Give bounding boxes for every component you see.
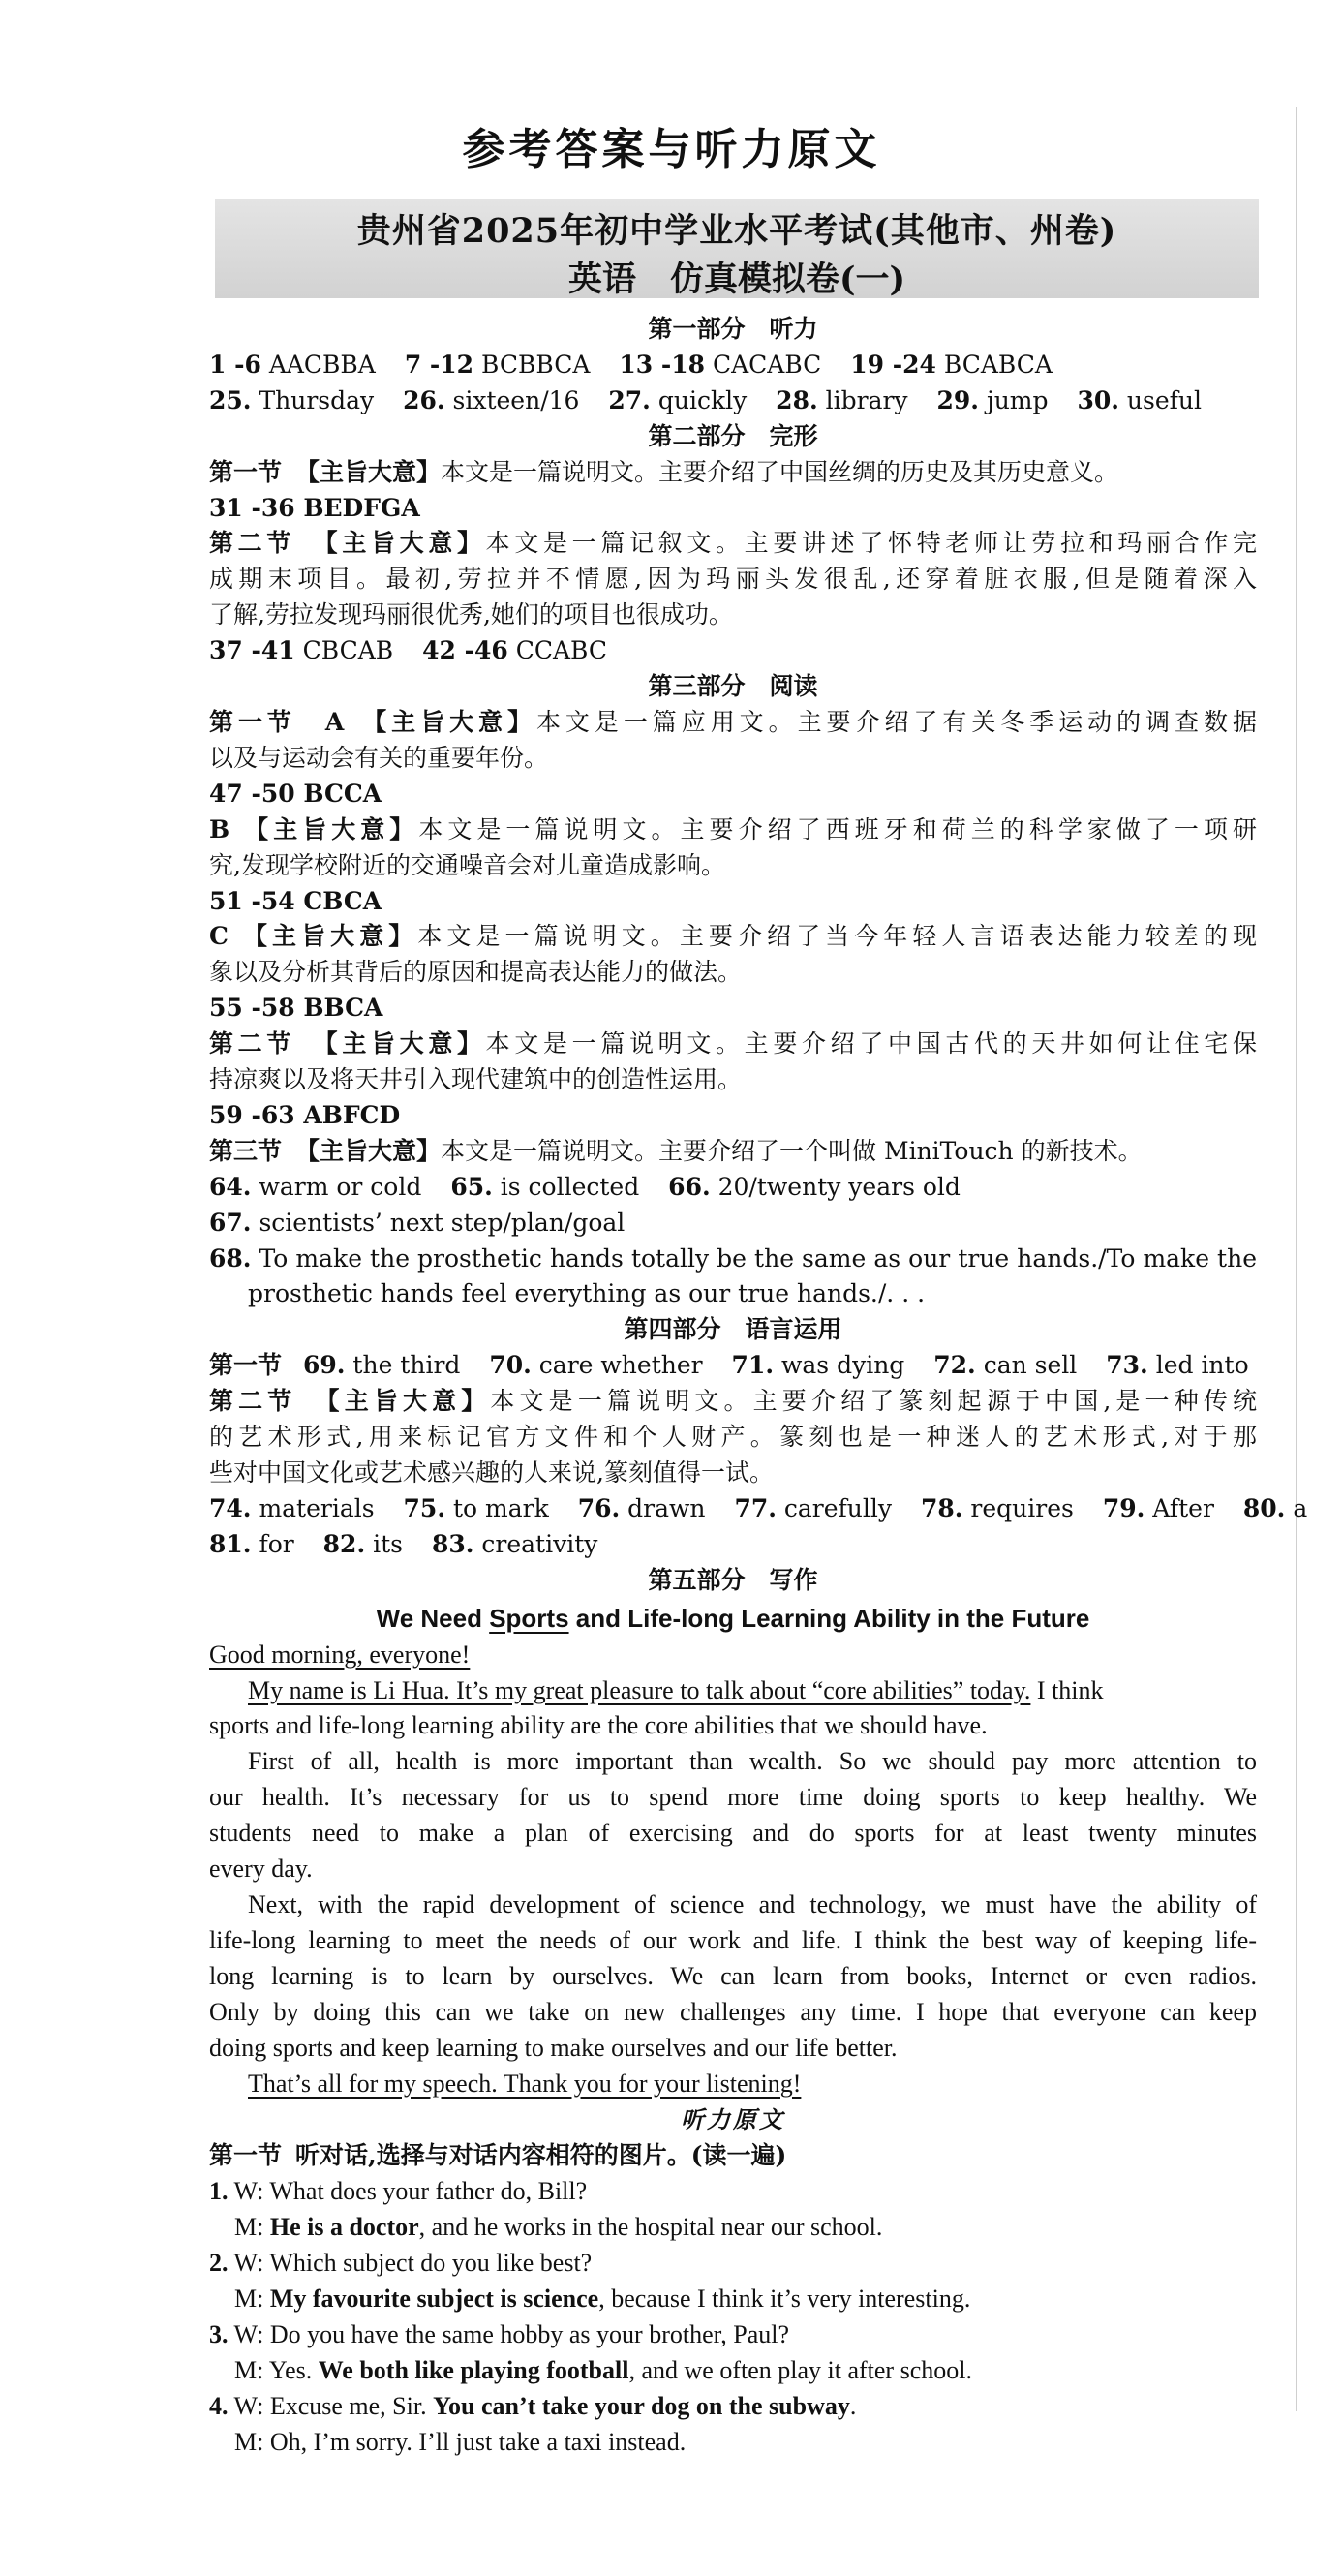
answer-number: 64. <box>209 1172 252 1201</box>
answer-67 <box>209 1206 1257 1242</box>
answer-number: 66. <box>668 1172 711 1201</box>
answer-value: the third <box>345 1351 461 1380</box>
dialogue-line: , because I think it’s very interesting. <box>598 2285 971 2314</box>
answer-value: CACABC <box>705 350 822 379</box>
section-label: 第三节 <box>209 1136 283 1165</box>
dialogue-line: W: Excuse me, Sir. <box>233 2391 434 2420</box>
answer-number: 74. <box>209 1493 252 1522</box>
part3-c-answers: 55 -58 BBCA <box>209 994 383 1023</box>
answer-range: 13 -18 <box>619 350 706 379</box>
section-label: 第二节 <box>209 529 295 558</box>
part3-a-summary-line1 <box>209 705 1257 741</box>
essay-p3-line4: Only by doing this can we take on new challenges any time. I hope that everyone can keep <box>209 1997 1257 2026</box>
summary-tag: 【主旨大意】 <box>357 707 536 736</box>
section-label: C <box>209 922 229 951</box>
summary-text: 本文是一篇说明文。主要介绍了篆刻起源于中国,是一种传统 <box>490 1387 1257 1416</box>
essay-title-part: We Need <box>376 1603 490 1633</box>
essay-p2-line2: our health. It’s necessary for us to spend more time doing sports to keep healthy. We <box>209 1783 1257 1812</box>
dialogue-2-m <box>209 2282 1257 2317</box>
answer-value: quickly <box>650 385 748 414</box>
answer-number: 25. <box>209 385 252 414</box>
section-label: 第二节 <box>209 1029 295 1058</box>
essay-p2-line4: every day. <box>209 1855 313 1884</box>
summary-tag: 【主旨大意】 <box>309 1029 486 1058</box>
answer-number: 79. <box>1102 1493 1145 1522</box>
part4-section2-summary-line3: 些对中国文化或艺术感兴趣的人来说,篆刻值得一试。 <box>209 1458 774 1487</box>
part2-section1-answers: 31 -36 BEDFGA <box>209 493 420 522</box>
answer-value: To make the prosthetic hands totally be the same as our true hands./To make the <box>259 1243 1258 1273</box>
answer-number: 73. <box>1106 1351 1148 1380</box>
answer-value: carefully <box>776 1493 893 1522</box>
answer-number: 71. <box>731 1351 775 1380</box>
summary-text: 本文是一篇说明文。主要介绍了西班牙和荷兰的科学家做了一项研 <box>418 814 1257 843</box>
dialogue-1-w <box>209 2174 1257 2210</box>
part3-c-summary-line2: 象以及分析其背后的原因和提高表达能力的做法。 <box>209 958 743 987</box>
speaker-label: M: <box>234 2285 270 2314</box>
answer-value: care whether <box>531 1351 703 1380</box>
dialogue-number: 2. <box>209 2249 229 2278</box>
answer-range: 19 -24 <box>850 350 936 379</box>
answer-value: CCABC <box>507 636 607 665</box>
summary-tag: 【主旨大意】 <box>309 529 486 558</box>
part2-section2-summary-line2: 成期末项目。最初,劳拉并不情愿,因为玛丽头发很乱,还穿着脏衣服,但是随着深入 <box>209 565 1257 594</box>
summary-tag: 【主旨大意】 <box>239 814 419 843</box>
part3-a-summary-line2: 以及与运动会有关的重要年份。 <box>209 743 549 772</box>
dialogue-number: 4. <box>209 2391 229 2420</box>
essay-p2-line1: First of all, health is more important than wealth. So we should pay more attention to <box>248 1747 1257 1776</box>
essay-p3-line3: long learning is to learn by ourselves. We can learn from books, Internet or even radios. <box>209 1961 1257 1990</box>
part4-section1-answers <box>209 1348 1257 1384</box>
dialogue-line: . <box>849 2391 857 2420</box>
essay-p3-line1: Next, with the rapid development of science and technology, we must have the ability of <box>248 1889 1257 1918</box>
key-phrase: You can’t take your dog on the subway <box>433 2391 850 2420</box>
essay-p2-line3: students need to make a plan of exercising and do sports for at least twenty minutes <box>209 1819 1257 1848</box>
speaker-label: M: <box>234 2213 270 2242</box>
answer-number: 30. <box>1077 385 1119 414</box>
dialogue-number: 3. <box>209 2319 229 2348</box>
answer-value: Thursday <box>251 385 375 414</box>
answer-number: 77. <box>734 1493 777 1522</box>
answer-number: 26. <box>403 385 445 414</box>
answer-68-line1 <box>209 1242 1257 1277</box>
answer-number: 65. <box>450 1172 493 1201</box>
dialogue-line: W: Do you have the same hobby as your brother, Paul? <box>233 2319 789 2348</box>
dialogue-3-w <box>209 2317 1257 2353</box>
answer-number: 72. <box>933 1351 976 1380</box>
answer-value: BCABCA <box>935 350 1053 379</box>
answer-value: CBCAB <box>294 636 394 665</box>
instruction-text: 听对话,选择与对话内容相符的图片。(读一遍) <box>295 2141 787 2170</box>
essay-greeting <box>209 1638 1257 1673</box>
speaker-label: M: <box>234 2355 269 2384</box>
exam-title: 贵州省2025年初中学业水平考试(其他市、州卷) <box>356 211 1117 251</box>
answer-value: is collected <box>492 1172 640 1201</box>
essay-text: I think <box>1030 1675 1104 1704</box>
part3-section2-summary-line1 <box>209 1027 1257 1062</box>
answer-value: 20/twenty years old <box>710 1172 961 1201</box>
section-label: 第一节 <box>209 457 283 486</box>
essay-p3-line2: life-long learning to meet the needs of our work and life. I think the best way of keeping life- <box>209 1925 1257 1954</box>
answer-number: 67. <box>209 1208 252 1237</box>
section-label: 第一节 <box>209 1351 283 1380</box>
summary-text: 本文是一篇说明文。主要介绍了一个叫做 MiniTouch 的新技术。 <box>441 1136 1143 1165</box>
listening-heading: 听力原文 <box>681 2105 785 2134</box>
answer-number: 69. <box>302 1351 346 1380</box>
part3-section3-summary <box>209 1134 1257 1170</box>
listening-section1-instruction <box>209 2138 1257 2174</box>
closing-text: That’s all for my speech. Thank you for your listening! <box>248 2069 802 2098</box>
summary-text: 本文是一篇说明文。主要介绍了中国丝绸的历史及其历史意义。 <box>441 457 1119 486</box>
answer-value: drawn <box>620 1493 706 1522</box>
part3-b-summary-line2: 究,发现学校附近的交通噪音会对儿童造成影响。 <box>209 850 725 879</box>
answer-content <box>209 312 1308 2461</box>
part3-b-answers: 51 -54 CBCA <box>209 886 382 915</box>
part1-answers-row1 <box>209 348 1257 383</box>
part2-heading: 第二部分 完形 <box>648 421 818 450</box>
page-title: 参考答案与听力原文 <box>462 125 881 174</box>
answer-value: a <box>1285 1493 1308 1522</box>
essay-title-underlined: Sports <box>489 1603 569 1633</box>
answer-range: 37 -41 <box>209 636 295 665</box>
greeting-text: Good morning, everyone! <box>209 1640 471 1669</box>
right-margin-rule <box>1296 107 1297 2411</box>
answer-value: to mark <box>445 1493 549 1522</box>
dialogue-line: W: What does your father do, Bill? <box>233 2177 588 2206</box>
key-phrase: My favourite subject is science <box>269 2285 599 2314</box>
part4-answers-row2 <box>209 1527 1257 1563</box>
answer-value: was dying <box>774 1351 905 1380</box>
exam-subtitle: 英语 仿真模拟卷(一) <box>567 260 906 299</box>
summary-tag: 【主旨大意】 <box>310 1387 491 1416</box>
answer-number: 76. <box>577 1493 621 1522</box>
answer-number: 81. <box>209 1529 252 1558</box>
summary-text: 本文是一篇应用文。主要介绍了有关冬季运动的调查数据 <box>535 707 1257 736</box>
answer-value: requires <box>962 1493 1074 1522</box>
summary-tag: 【主旨大意】 <box>237 922 418 951</box>
dialogue-line: W: Which subject do you like best? <box>233 2249 593 2278</box>
summary-text: 本文是一篇记叙文。主要讲述了怀特老师让劳拉和玛丽合作完 <box>485 529 1257 558</box>
dialogue-line: , and he works in the hospital near our school. <box>418 2213 883 2242</box>
dialogue-4-w <box>209 2389 1257 2425</box>
dialogue-line: Yes. <box>268 2355 319 2384</box>
answer-range: 1 -6 <box>209 350 261 379</box>
part3-heading: 第三部分 阅读 <box>648 672 818 701</box>
answer-value: AACBBA <box>260 350 376 379</box>
part3-section2-summary-line2: 持凉爽以及将天井引入现代建筑中的创造性运用。 <box>209 1065 743 1094</box>
answer-value: its <box>365 1529 403 1558</box>
answer-range: 7 -12 <box>404 350 474 379</box>
summary-tag: 【主旨大意】 <box>295 1136 442 1165</box>
answer-number: 78. <box>920 1493 963 1522</box>
section-label: 第二节 <box>209 1387 297 1416</box>
answer-value: can sell <box>975 1351 1078 1380</box>
dialogue-2-w <box>209 2246 1257 2282</box>
dialogue-line: , and we often play it after school. <box>628 2355 972 2384</box>
answer-value: library <box>817 385 908 414</box>
answer-value: led into <box>1147 1351 1249 1380</box>
essay-title <box>209 1599 1257 1638</box>
answer-number: 29. <box>936 385 979 414</box>
answer-number: 70. <box>489 1351 532 1380</box>
dialogue-1-m <box>209 2210 1257 2246</box>
essay-title-part: and Life-long Learning Ability in the Future <box>568 1603 1090 1633</box>
section-label: 第一节 A <box>209 707 345 736</box>
answer-value: jump <box>979 385 1049 414</box>
part4-section2-summary-line2: 的艺术形式,用来标记官方文件和个人财产。篆刻也是一种迷人的艺术形式,对于那 <box>209 1423 1257 1452</box>
answer-value: warm or cold <box>251 1172 422 1201</box>
answer-68-line2: prosthetic hands feel everything as our true hands./. . . <box>248 1279 926 1308</box>
answer-value: BCBBCA <box>473 350 591 379</box>
part2-section2-answers <box>209 633 1257 669</box>
part5-heading: 第五部分 写作 <box>648 1565 818 1594</box>
answer-value: creativity <box>473 1529 598 1558</box>
answer-number: 82. <box>322 1529 366 1558</box>
part4-heading: 第四部分 语言运用 <box>624 1315 842 1344</box>
section-label: 第一节 <box>209 2141 283 2170</box>
dialogue-4-m: M: Oh, I’m sorry. I’ll just take a taxi instead. <box>234 2427 687 2456</box>
answer-number: 83. <box>431 1529 474 1558</box>
answer-value: After <box>1145 1493 1214 1522</box>
summary-tag: 【主旨大意】 <box>295 457 442 486</box>
exam-banner <box>215 199 1259 298</box>
essay-p1-line2: sports and life-long learning ability are the core abilities that we should have. <box>209 1711 988 1740</box>
part3-c-summary-line1 <box>209 919 1257 955</box>
part4-section2-summary-line1 <box>209 1384 1257 1420</box>
key-phrase: He is a doctor <box>269 2213 419 2242</box>
answer-value: for <box>251 1529 294 1558</box>
answer-value: sixteen/16 <box>444 385 580 414</box>
part3-b-summary-line1 <box>209 813 1257 848</box>
essay-p1-line1 <box>209 1673 1257 1709</box>
answer-value: materials <box>251 1493 375 1522</box>
underlined-sentence: My name is Li Hua. It’s my great pleasure to talk about “core abilities” today. <box>248 1675 1031 1704</box>
answer-value: scientists’ next step/plan/goal <box>251 1208 626 1237</box>
summary-text: 本文是一篇说明文。主要介绍了当今年轻人言语表达能力较差的现 <box>417 922 1257 951</box>
section-label: B <box>209 814 230 843</box>
part4-answers-row1 <box>209 1491 1308 1527</box>
answer-range: 42 -46 <box>422 636 508 665</box>
answer-number: 27. <box>608 385 651 414</box>
part2-section2-summary-line1 <box>209 526 1257 562</box>
key-phrase: We both like playing football <box>318 2355 629 2384</box>
answer-number: 28. <box>776 385 818 414</box>
part2-section1-summary <box>209 455 1257 491</box>
answer-number: 75. <box>403 1493 446 1522</box>
part1-heading: 第一部分 听力 <box>648 315 818 343</box>
dialogue-number: 1. <box>209 2177 229 2206</box>
part2-section2-summary-line3: 了解,劳拉发现玛丽很优秀,她们的项目也很成功。 <box>209 600 733 629</box>
essay-p3-line5: doing sports and keep learning to make ourselves and our life better. <box>209 2033 898 2062</box>
part3-section2-answers: 59 -63 ABFCD <box>209 1100 401 1129</box>
answer-number: 68. <box>209 1243 252 1273</box>
summary-text: 本文是一篇说明文。主要介绍了中国古代的天井如何让住宅保 <box>485 1029 1257 1058</box>
dialogue-3-m <box>209 2353 1257 2389</box>
answer-number: 80. <box>1242 1493 1286 1522</box>
essay-closing <box>209 2067 1257 2102</box>
answers-64-66 <box>209 1170 1257 1206</box>
answer-value: useful <box>1118 385 1202 414</box>
part1-answers-row2 <box>209 383 1257 419</box>
part3-a-answers: 47 -50 BCCA <box>209 779 382 808</box>
